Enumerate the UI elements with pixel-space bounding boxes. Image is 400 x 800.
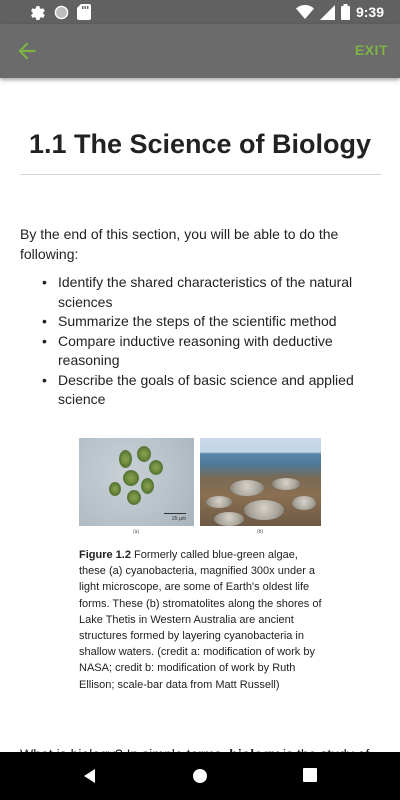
- list-item: • Compare inductive reasoning with deductive reasoning: [38, 332, 358, 371]
- cell-shape: [119, 450, 132, 468]
- circle-icon: [54, 5, 69, 20]
- wifi-icon: [296, 4, 314, 20]
- home-circle-icon: [192, 768, 208, 784]
- nav-home-button[interactable]: [192, 768, 208, 789]
- figure-sublabels: [79, 529, 321, 537]
- figure-caption-text: Formerly called blue-green algae, these (a) cyanobacteria, magnified 300x under a light microscope, are some of Earth's oldest life forms. These (b) stromatolites along the shores of Lake Thetis in Western Australia are ancient structures formed by layering cyanobacteria in shallow waters. (credit a: modification of work by NASA; credit b: modification of work by Ruth Ellison; scale-bar data from Matt Russell): [79, 549, 322, 691]
- title-divider: [20, 174, 381, 175]
- learning-objectives-intro: By the end of this section, you will be able to do the following:: [20, 226, 339, 262]
- rock-shape: [292, 496, 316, 510]
- back-button[interactable]: [14, 38, 40, 64]
- rock-shape: [230, 480, 264, 496]
- cell-shape: [123, 470, 139, 486]
- list-item: • Describe the goals of basic science and applied science: [38, 371, 358, 410]
- scale-label: 25 µm: [172, 516, 186, 522]
- learning-objectives-list: [38, 273, 358, 410]
- rock-shape: [214, 512, 244, 526]
- scale-bar: [164, 513, 186, 514]
- recents-square-icon: [303, 768, 317, 782]
- rock-shape: [244, 500, 284, 520]
- signal-icon: [320, 5, 335, 20]
- battery-icon: [341, 4, 350, 20]
- list-item: • Summarize the steps of the scientific method: [38, 312, 358, 332]
- settings-icon: [28, 3, 46, 21]
- arrow-left-icon: [14, 38, 40, 64]
- status-time: 9:39: [355, 4, 384, 20]
- cell-shape: [127, 490, 141, 505]
- cell-shape: [137, 446, 151, 462]
- cell-shape: [109, 482, 121, 496]
- nav-recents-button[interactable]: [303, 768, 317, 787]
- app-bar: [0, 24, 400, 78]
- rock-shape: [206, 496, 232, 508]
- system-nav-bar: [0, 752, 400, 800]
- figure-caption: [79, 547, 323, 693]
- figure-label-a: (a): [133, 529, 140, 535]
- page-title: 1.1 The Science of Biology: [28, 129, 372, 159]
- nav-back-button[interactable]: [82, 768, 98, 789]
- status-bar: [0, 0, 400, 24]
- back-triangle-icon: [82, 768, 98, 784]
- figure-image-cyanobacteria[interactable]: [79, 438, 194, 526]
- figure-label-b: (b): [257, 529, 264, 535]
- sd-card-icon: [77, 4, 91, 20]
- figure-image-stromatolites[interactable]: [200, 438, 321, 526]
- cell-shape: [149, 460, 163, 475]
- reader-content[interactable]: [0, 78, 400, 752]
- cell-shape: [141, 478, 154, 494]
- list-item: • Identify the shared characteristics of the natural sciences: [38, 273, 358, 312]
- exit-button[interactable]: EXIT: [354, 42, 388, 58]
- figure-caption-label: Figure 1.2: [79, 549, 131, 561]
- rock-shape: [272, 478, 300, 490]
